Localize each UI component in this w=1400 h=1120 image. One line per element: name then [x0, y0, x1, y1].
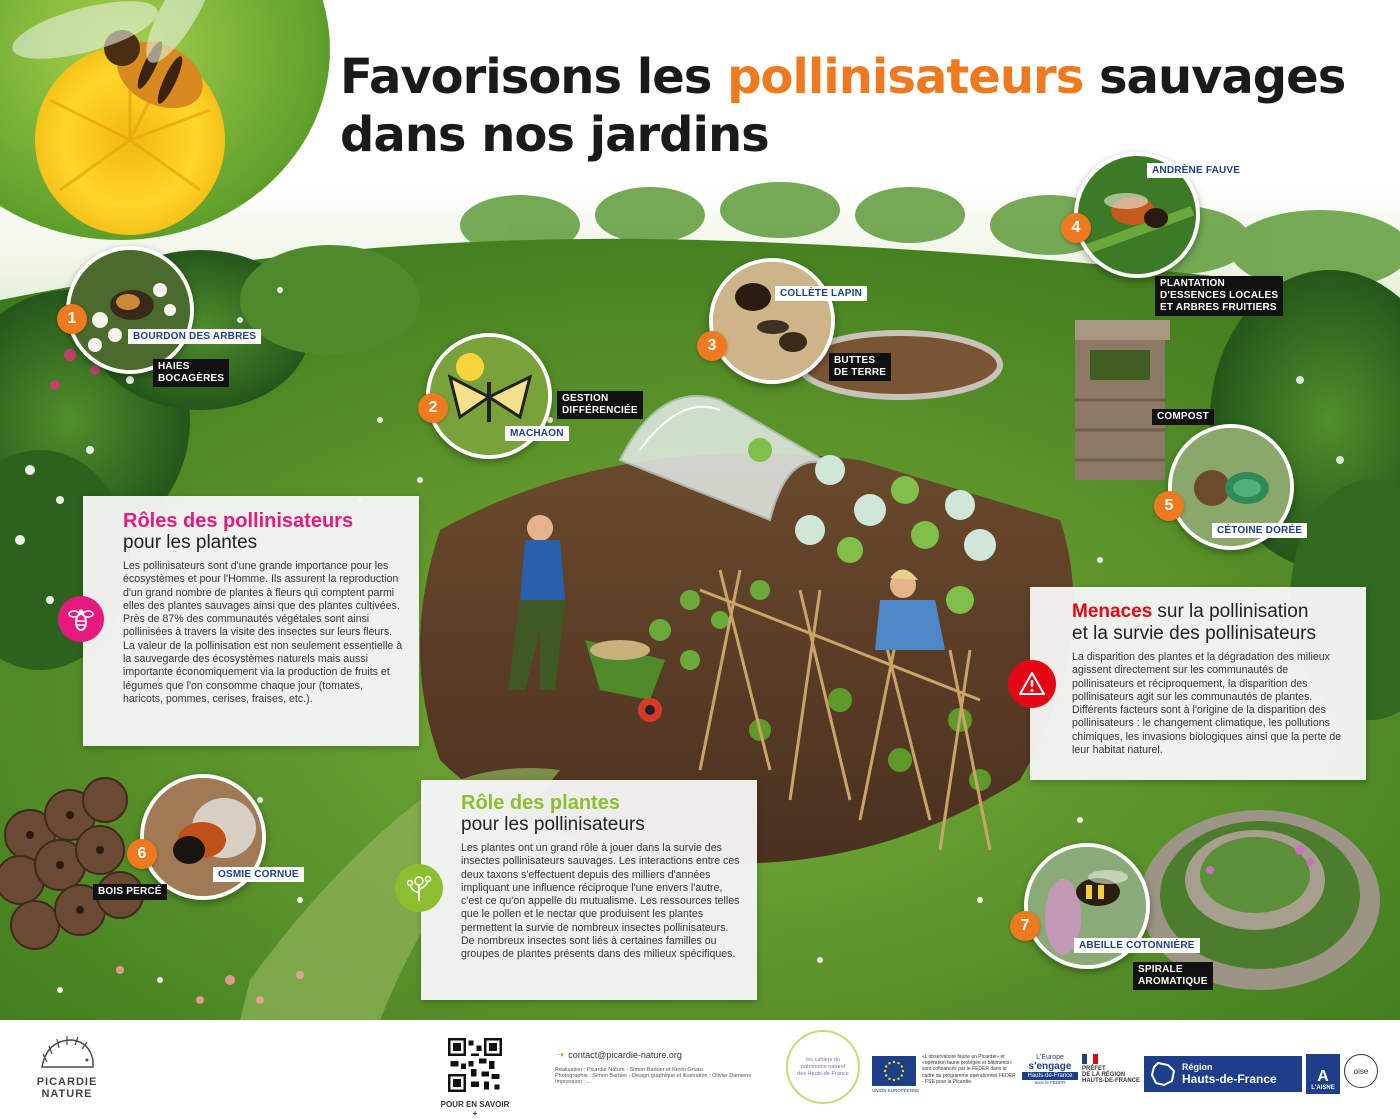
habitat-label-5 — [1152, 409, 1214, 425]
panel-heading: Rôles des pollinisateurs — [123, 510, 354, 532]
habitat-line: SPIRALE — [1138, 964, 1183, 975]
habitat-label-3 — [829, 353, 891, 381]
spot-number-5: 5 — [1154, 491, 1184, 521]
habitat-line: BOCAGÈRES — [158, 373, 225, 384]
contact-block — [555, 1048, 795, 1085]
species-label-1: BOURDON DES ARBRES — [128, 329, 261, 344]
marianne-flag-icon — [1082, 1054, 1098, 1064]
flower-icon — [395, 864, 443, 912]
region-line1: Région — [1182, 1062, 1213, 1072]
panel-heading: Menaces — [1072, 601, 1153, 622]
species-label-5: CÉTOINE DORÉE — [1212, 523, 1307, 538]
brand-line2: NATURE — [41, 1088, 93, 1100]
europe-line3: Hauts-de-France — [1022, 1072, 1078, 1080]
credits-1: Réalisation : Picardie Nature - Simon Barbier et Kevin Gruau — [555, 1067, 703, 1073]
spot-number-4: 4 — [1061, 213, 1091, 243]
cahiers-text: les cahiers du patrimoine naturel des Hauts-de-France — [797, 1056, 849, 1077]
panel-body: Les plantes ont un grand rôle à jouer dans la survie des insectes pollinisateurs sauvages. Les interactions entre ces deux taxons s'effectuent depuis des milliers d'années impliquant une influence réciproque l'une envers l'autre, c'est ce qu'on appelle du mutualisme. Les ressources telles que le pollen et le nectar que produisent les plantes permettent la survie de nombreux insectes pollinisateurs. De nombreux insectes sont liés à certaines familles ou groupes de plantes présents dans des milieux spécifiques. — [461, 842, 740, 961]
habitat-line: AROMATIQUE — [1138, 976, 1208, 987]
picardie-nature-logo — [32, 1032, 102, 1100]
spot-number-1: 1 — [57, 304, 87, 334]
panel-body: La disparition des plantes et la dégradation des milieux agissent directement sur les communautés de pollinisateurs et réciproquement, la disparition des pollinisateurs agit sur les communautés de plantes. Différents facteurs sont à l'origine de la disparition des pollinisateurs : le changement climatique, les pollutions chimiques, les invasions biologiques ainsi que la perte de leur habitat naturel. — [1072, 651, 1342, 757]
title-suffix: sauvages — [1098, 49, 1346, 105]
habitat-label-7 — [1133, 962, 1213, 990]
prefet-line3: HAUTS-DE-FRANCE — [1082, 1078, 1140, 1084]
europe-line2: s'engage — [1028, 1061, 1072, 1072]
poster-title — [340, 48, 1346, 164]
contact-email[interactable]: contact@picardie-nature.org — [568, 1049, 682, 1060]
credits-3: Impression : ... — [555, 1079, 592, 1085]
eu-funding-text: «L'observatoire faune en Picardie» et «opération faune protégée et bâtiments» sont cofinancés par le FEDER dans le cadre du programme opérationnel FEDER - FSE pour la Picardie. — [922, 1054, 1016, 1085]
oise-logo — [1344, 1054, 1378, 1088]
habitat-line: GESTION — [562, 393, 609, 404]
habitat-line: PLANTATION — [1160, 278, 1225, 289]
qr-caption: POUR EN SAVOIR + — [440, 1100, 510, 1118]
warning-icon — [1008, 660, 1056, 708]
panel-heading-rest: sur la pollinisation — [1157, 601, 1309, 622]
habitat-line: BUTTES — [834, 355, 876, 366]
habitat-line: COMPOST — [1157, 411, 1209, 422]
habitat-label-4 — [1155, 276, 1283, 316]
europe-sengage-logo — [1022, 1054, 1078, 1085]
region-line2: Hauts-de-France — [1182, 1072, 1277, 1086]
title-prefix: Favorisons les — [340, 49, 712, 105]
species-label-7: ABEILLE COTONNIÈRE — [1074, 938, 1200, 953]
prefet-line2: DE LA RÉGION — [1082, 1072, 1126, 1078]
aisne-label: L'AISNE — [1311, 1085, 1335, 1091]
spot-number-3: 3 — [697, 331, 727, 361]
species-label-6: OSMIE CORNUE — [213, 867, 304, 882]
habitat-line: HAIES — [158, 361, 190, 372]
habitat-line: D'ESSENCES LOCALES — [1160, 290, 1279, 301]
aisne-a-icon: A — [1317, 1068, 1329, 1085]
arrow-right-icon: ➝ — [555, 1048, 565, 1061]
habitat-label-6 — [93, 884, 167, 900]
panel-subheading: pour les pollinisateurs — [461, 814, 645, 835]
europe-line1: L'Europe — [1036, 1054, 1064, 1061]
compost-bin — [1075, 320, 1170, 480]
habitat-line: DE TERRE — [834, 367, 887, 378]
habitat-label-2 — [557, 391, 643, 419]
france-map-icon — [1150, 1061, 1176, 1087]
panel-subheading: pour les plantes — [123, 532, 258, 553]
habitat-line: ET ARBRES FRUITIERS — [1160, 302, 1277, 313]
title-line2: dans nos jardins — [340, 107, 769, 163]
species-label-2: MACHAON — [505, 426, 569, 441]
footer — [0, 1020, 1400, 1120]
species-label-4: ANDRÈNE FAUVE — [1147, 163, 1245, 178]
credits-2: Photographie : Simon Barbier - Design graphique et illustration : Olivier Damiens — [555, 1073, 751, 1079]
oise-label: oise — [1353, 1066, 1369, 1076]
panel-body: Les pollinisateurs sont d'une grande importance pour les écosystèmes et pour l'Homme. Ils assurent la reproduction d'un grand nombre de plantes à fleurs qui comptent parmi elles des plantes sauvages ainsi que des plantes cultivées. Près de 87% des communautés végétales sont ainsi pollinisées à travers la visite des insectes sur leurs fleurs. La valeur de la pollinisation est non seulement essentielle à la sauvegarde des écosystèmes naturels mais aussi importante économiquement via la production de fruits et légumes que l'on consomme chaque jour (tomates, haricots, pommes, cerises, fraises, etc.). — [123, 560, 403, 705]
panel-subheading: et la survie des pollinisateurs — [1072, 623, 1316, 644]
bee-icon — [58, 596, 104, 642]
europe-line4: avec le FEDER — [1034, 1080, 1066, 1085]
aisne-logo — [1306, 1054, 1340, 1094]
spot-number-6: 6 — [127, 839, 157, 869]
spot-number-2: 2 — [418, 393, 448, 423]
spot-number-7: 7 — [1010, 911, 1040, 941]
species-label-3: COLLÈTE LAPIN — [775, 286, 867, 301]
habitat-label-1 — [153, 359, 229, 387]
hedgehog-icon — [37, 1032, 97, 1072]
roles-pollinisateurs-panel — [83, 496, 419, 746]
region-hdf-logo — [1144, 1056, 1302, 1092]
prefet-line1: PRÉFET — [1082, 1066, 1106, 1072]
prefet-logo — [1082, 1054, 1140, 1084]
eu-label: UNION EUROPÉENNE — [872, 1088, 920, 1093]
panel-heading: Rôle des plantes — [461, 792, 620, 814]
eu-logo — [872, 1056, 920, 1093]
cahiers-patrimoine-logo — [786, 1030, 860, 1104]
qr-code-icon[interactable] — [448, 1038, 502, 1092]
role-plantes-panel — [421, 780, 757, 1000]
menaces-panel — [1030, 587, 1366, 780]
habitat-line: BOIS PERCÉ — [98, 886, 162, 897]
eu-flag-icon — [872, 1056, 916, 1086]
brand-line1: PICARDIE — [36, 1076, 98, 1088]
collete-photo — [709, 258, 835, 384]
qr-code-block[interactable] — [440, 1038, 510, 1118]
habitat-line: DIFFÉRENCIÉE — [562, 405, 638, 416]
title-accent: pollinisateurs — [727, 49, 1084, 105]
bourdon-photo — [66, 246, 194, 374]
